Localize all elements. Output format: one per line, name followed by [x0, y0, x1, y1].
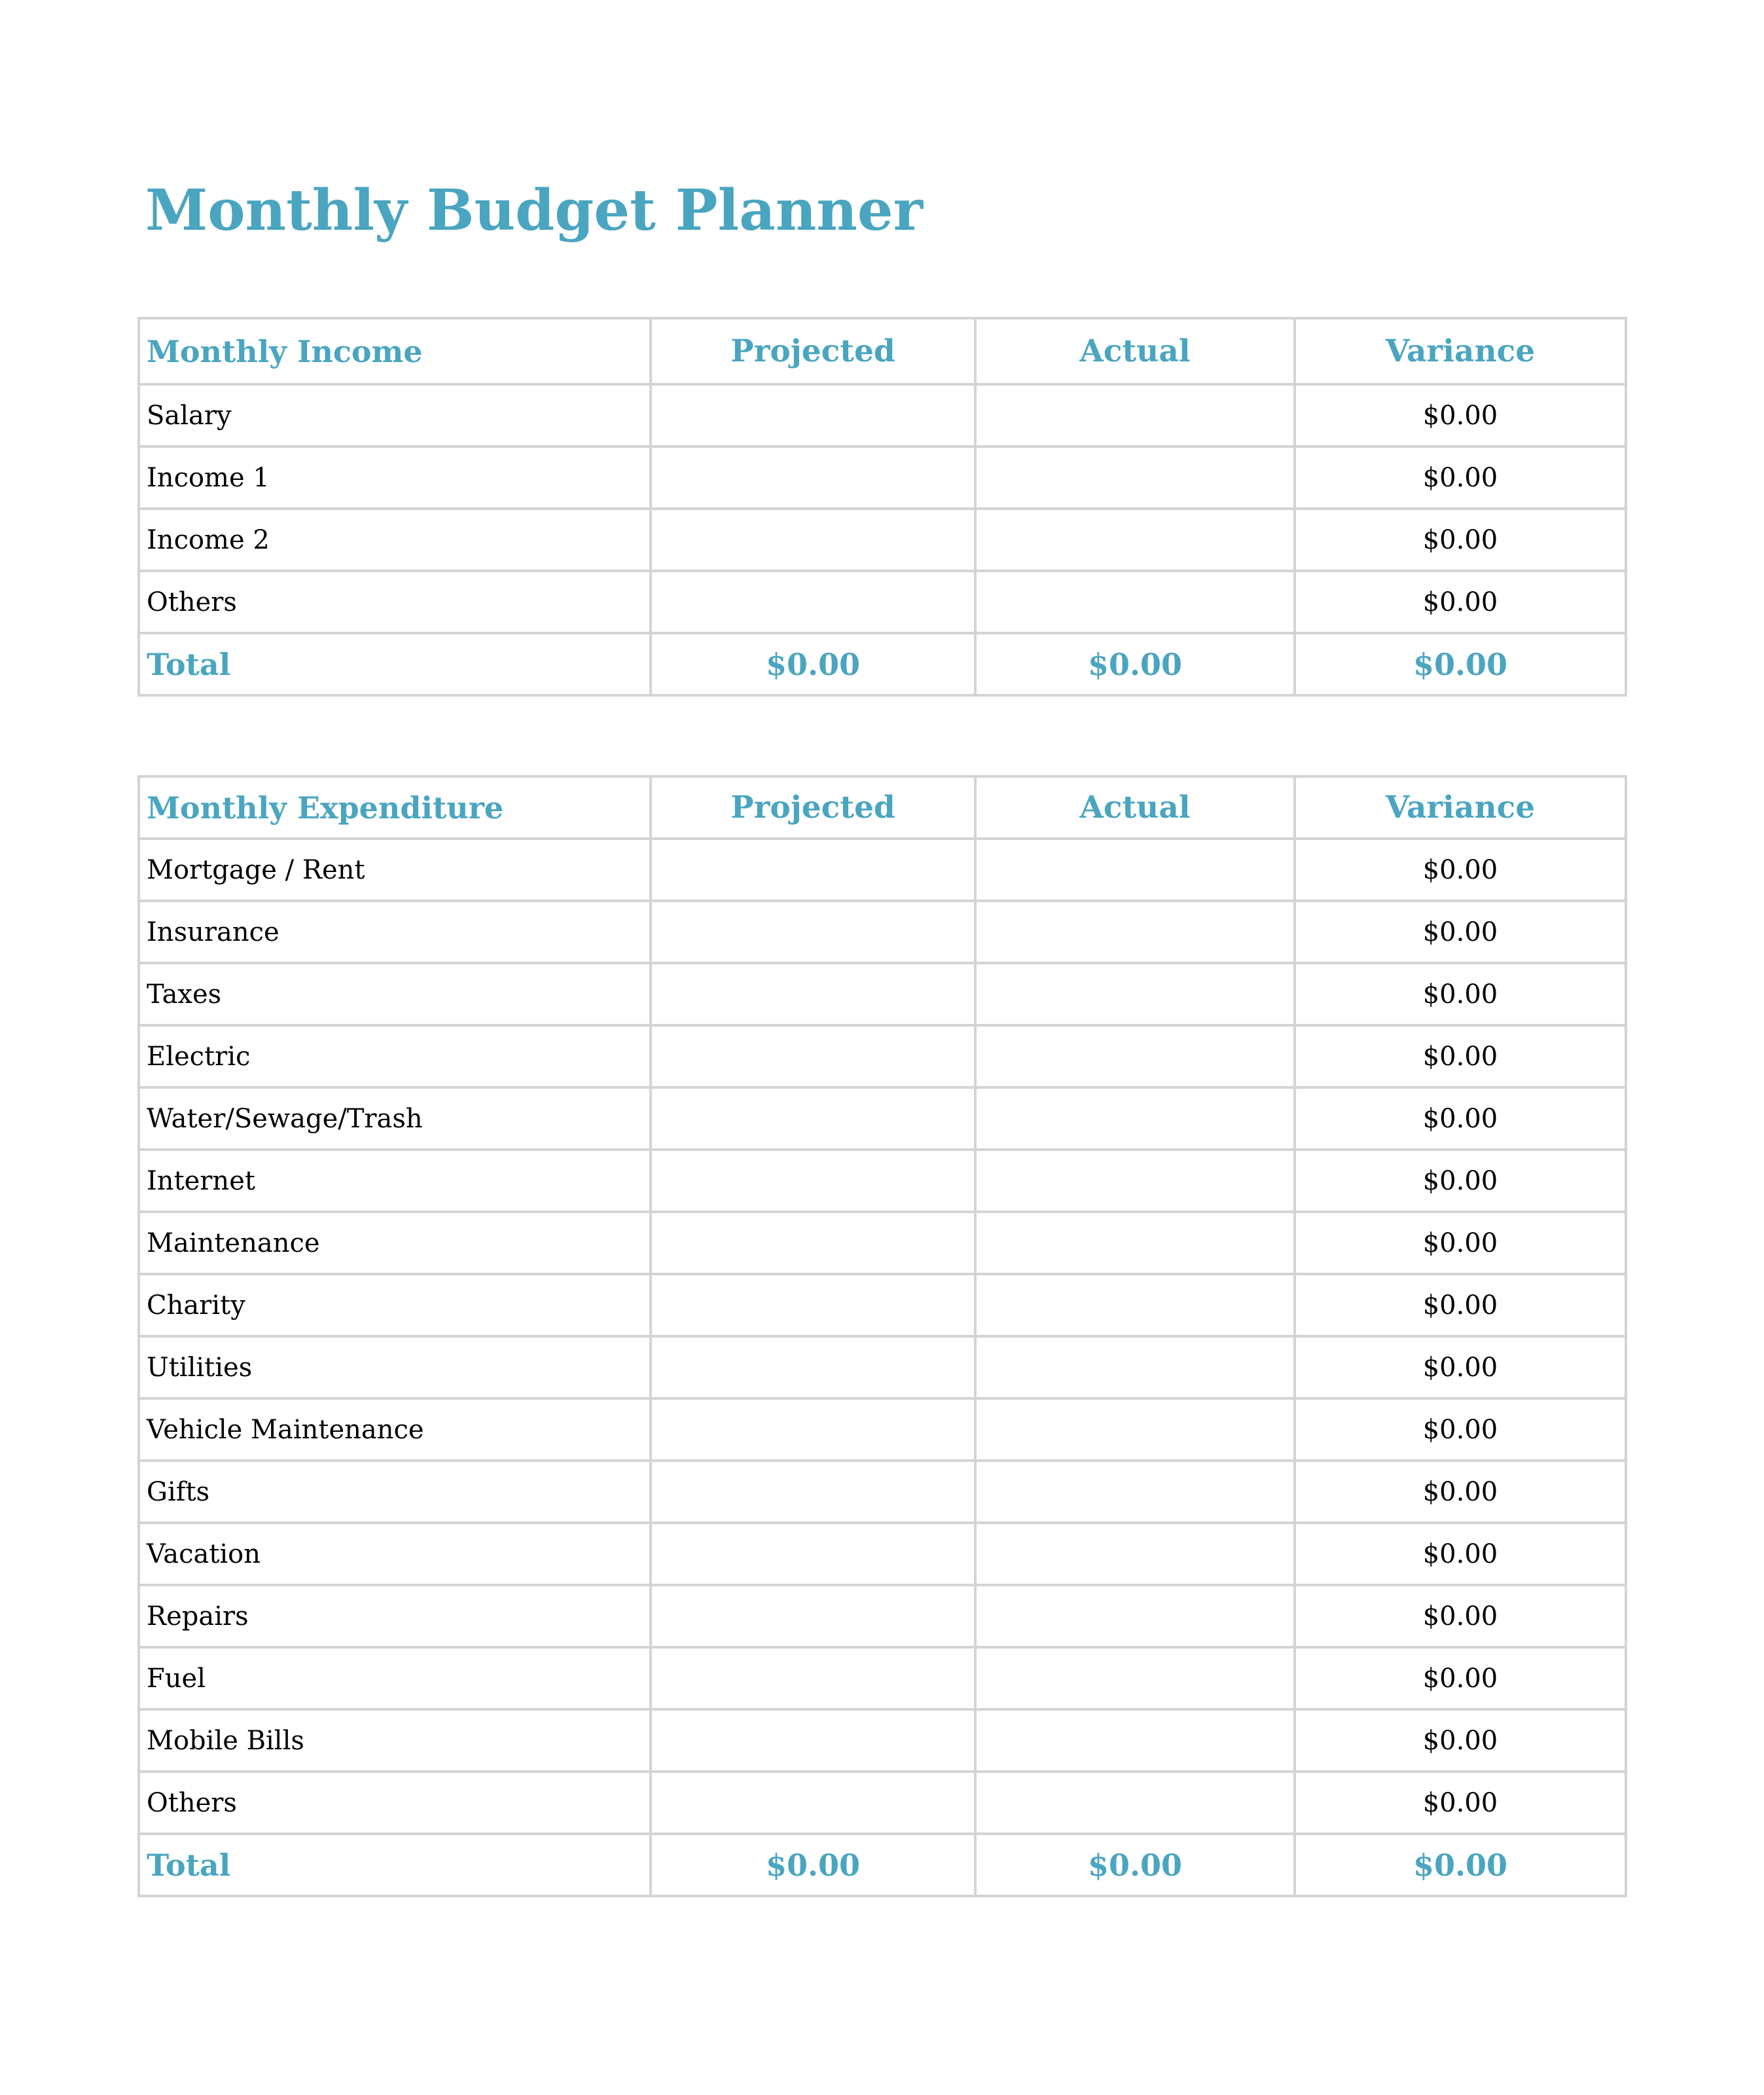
income-header-row: [139, 318, 1626, 384]
cell-projected[interactable]: [651, 839, 975, 901]
expenditure-header-label: Monthly Expenditure: [139, 776, 651, 839]
income-table-body: [139, 318, 1626, 695]
expenditure-total-row: [139, 1834, 1626, 1896]
cell-label: Mortgage / Rent: [139, 839, 651, 901]
table-row: [139, 839, 1626, 901]
table-row: [139, 1336, 1626, 1398]
expenditure-header-actual: Actual: [975, 776, 1295, 839]
cell-projected[interactable]: [651, 1585, 975, 1647]
table-row: [139, 571, 1626, 633]
cell-variance: $0.00: [1295, 1709, 1626, 1772]
cell-variance: $0.00: [1295, 1647, 1626, 1709]
cell-variance: $0.00: [1295, 509, 1626, 571]
income-header-variance: Variance: [1295, 318, 1626, 384]
expenditure-table: [137, 775, 1627, 1897]
table-row: [139, 1709, 1626, 1772]
cell-label: Others: [139, 571, 651, 633]
cell-variance: $0.00: [1295, 1150, 1626, 1212]
cell-variance: $0.00: [1295, 901, 1626, 963]
cell-projected[interactable]: [651, 1025, 975, 1087]
cell-variance: $0.00: [1295, 384, 1626, 446]
expenditure-header-projected: Projected: [651, 776, 975, 839]
table-row: [139, 1212, 1626, 1274]
table-row: [139, 1274, 1626, 1336]
cell-projected[interactable]: [651, 1336, 975, 1398]
cell-actual[interactable]: [975, 1336, 1295, 1398]
table-row: [139, 1523, 1626, 1585]
table-row: [139, 1025, 1626, 1087]
cell-label: Internet: [139, 1150, 651, 1212]
total-label: Total: [139, 1834, 651, 1896]
cell-label: Vehicle Maintenance: [139, 1398, 651, 1461]
cell-actual[interactable]: [975, 1647, 1295, 1709]
table-row: [139, 446, 1626, 509]
cell-label: Others: [139, 1772, 651, 1834]
cell-variance: $0.00: [1295, 1212, 1626, 1274]
total-projected: $0.00: [651, 1834, 975, 1896]
cell-projected[interactable]: [651, 1461, 975, 1523]
table-row: [139, 963, 1626, 1025]
cell-label: Vacation: [139, 1523, 651, 1585]
cell-projected[interactable]: [651, 1523, 975, 1585]
cell-projected[interactable]: [651, 963, 975, 1025]
cell-actual[interactable]: [975, 1772, 1295, 1834]
table-row: [139, 1647, 1626, 1709]
cell-variance: $0.00: [1295, 1025, 1626, 1087]
expenditure-header-row: [139, 776, 1626, 839]
cell-actual[interactable]: [975, 571, 1295, 633]
total-variance: $0.00: [1295, 1834, 1626, 1896]
cell-projected[interactable]: [651, 384, 975, 446]
total-variance: $0.00: [1295, 633, 1626, 695]
cell-variance: $0.00: [1295, 571, 1626, 633]
cell-actual[interactable]: [975, 1025, 1295, 1087]
cell-projected[interactable]: [651, 1150, 975, 1212]
cell-actual[interactable]: [975, 1709, 1295, 1772]
cell-variance: $0.00: [1295, 1523, 1626, 1585]
table-row: [139, 901, 1626, 963]
cell-variance: $0.00: [1295, 446, 1626, 509]
table-row: [139, 509, 1626, 571]
cell-projected[interactable]: [651, 1398, 975, 1461]
cell-actual[interactable]: [975, 901, 1295, 963]
cell-actual[interactable]: [975, 1585, 1295, 1647]
table-row: [139, 1087, 1626, 1150]
cell-variance: $0.00: [1295, 1772, 1626, 1834]
income-table: [137, 317, 1627, 697]
cell-label: Gifts: [139, 1461, 651, 1523]
cell-label: Charity: [139, 1274, 651, 1336]
cell-projected[interactable]: [651, 901, 975, 963]
cell-variance: $0.00: [1295, 1274, 1626, 1336]
total-label: Total: [139, 633, 651, 695]
cell-actual[interactable]: [975, 963, 1295, 1025]
cell-projected[interactable]: [651, 509, 975, 571]
expenditure-table-body: [139, 776, 1626, 1896]
total-actual: $0.00: [975, 1834, 1295, 1896]
cell-variance: $0.00: [1295, 1087, 1626, 1150]
cell-actual[interactable]: [975, 1398, 1295, 1461]
total-actual: $0.00: [975, 633, 1295, 695]
income-header-label: Monthly Income: [139, 318, 651, 384]
cell-actual[interactable]: [975, 1461, 1295, 1523]
cell-projected[interactable]: [651, 446, 975, 509]
income-header-actual: Actual: [975, 318, 1295, 384]
total-projected: $0.00: [651, 633, 975, 695]
cell-label: Taxes: [139, 963, 651, 1025]
cell-variance: $0.00: [1295, 1585, 1626, 1647]
cell-actual[interactable]: [975, 1274, 1295, 1336]
cell-label: Fuel: [139, 1647, 651, 1709]
cell-variance: $0.00: [1295, 839, 1626, 901]
cell-actual[interactable]: [975, 1523, 1295, 1585]
cell-projected[interactable]: [651, 1087, 975, 1150]
cell-projected[interactable]: [651, 1212, 975, 1274]
cell-variance: $0.00: [1295, 1398, 1626, 1461]
cell-label: Insurance: [139, 901, 651, 963]
cell-actual[interactable]: [975, 446, 1295, 509]
cell-projected[interactable]: [651, 571, 975, 633]
table-row: [139, 1150, 1626, 1212]
cell-actual[interactable]: [975, 1150, 1295, 1212]
cell-label: Electric: [139, 1025, 651, 1087]
cell-variance: $0.00: [1295, 1461, 1626, 1523]
cell-projected[interactable]: [651, 1274, 975, 1336]
cell-actual[interactable]: [975, 1087, 1295, 1150]
cell-projected[interactable]: [651, 1709, 975, 1772]
cell-actual[interactable]: [975, 384, 1295, 446]
cell-label: Utilities: [139, 1336, 651, 1398]
table-row: [139, 384, 1626, 446]
cell-actual[interactable]: [975, 1212, 1295, 1274]
cell-actual[interactable]: [975, 839, 1295, 901]
cell-label: Salary: [139, 384, 651, 446]
table-row: [139, 1398, 1626, 1461]
cell-variance: $0.00: [1295, 1336, 1626, 1398]
table-row: [139, 1461, 1626, 1523]
table-row: [139, 1772, 1626, 1834]
income-total-row: [139, 633, 1626, 695]
cell-projected[interactable]: [651, 1647, 975, 1709]
table-row: [139, 1585, 1626, 1647]
cell-projected[interactable]: [651, 1772, 975, 1834]
page-title: Monthly Budget Planner: [145, 177, 923, 244]
income-header-projected: Projected: [651, 318, 975, 384]
cell-label: Maintenance: [139, 1212, 651, 1274]
cell-label: Water/Sewage/Trash: [139, 1087, 651, 1150]
cell-label: Mobile Bills: [139, 1709, 651, 1772]
cell-label: Repairs: [139, 1585, 651, 1647]
cell-variance: $0.00: [1295, 963, 1626, 1025]
expenditure-header-variance: Variance: [1295, 776, 1626, 839]
cell-actual[interactable]: [975, 509, 1295, 571]
cell-label: Income 1: [139, 446, 651, 509]
cell-label: Income 2: [139, 509, 651, 571]
